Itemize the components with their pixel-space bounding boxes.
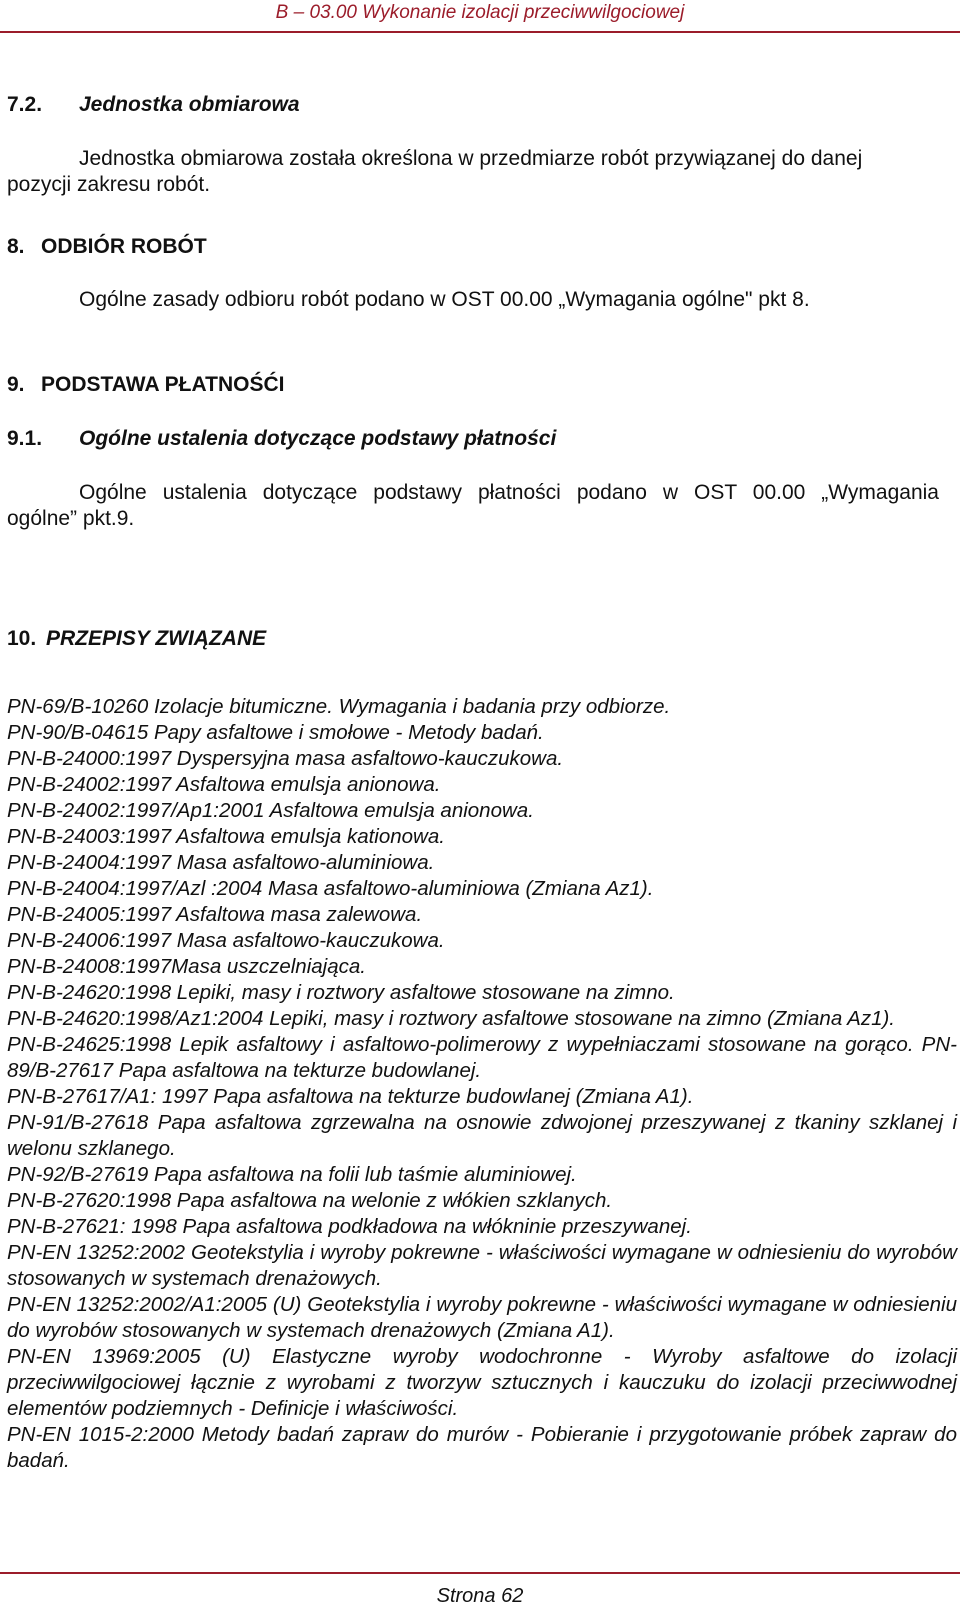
section-7-2-heading: Jednostka obmiarowa (79, 93, 300, 116)
section-8-text-line-1: Ogólne zasady odbioru robót podano w OST 00.00 „Wymagania ogólne" pkt 8. (79, 288, 810, 311)
reference-item: PN-92/B-27619 Papa asfaltowa na folii lub taśmie aluminiowej. (7, 1163, 577, 1186)
references-list (7, 694, 957, 1474)
footer-divider (0, 1572, 960, 1574)
section-9-1-number: 9.1. (7, 427, 43, 450)
reference-item: PN-B-24008:1997Masa uszczelniająca. (7, 955, 366, 978)
reference-item: PN-B-24006:1997 Masa asfaltowo-kauczukowa. (7, 929, 445, 952)
reference-item: PN-EN 13969:2005 (U) Elastyczne wyroby wodochronne - Wyroby asfaltowe do izolacji przeciwwilgociowej łącznie z wyrobami z tworzyw sztucznych i kauczuku do izolacji przeciwwodnej elementów podziemnych - Definicje i właściwości. (7, 1345, 957, 1420)
reference-item: PN-EN 1015-2:2000 Metody badań zapraw do murów - Pobieranie i przygotowanie próbek zapraw do badań. (7, 1423, 957, 1472)
reference-item: PN-B-24002:1997/Ap1:2001 Asfaltowa emulsja anionowa. (7, 799, 534, 822)
header-divider (0, 31, 960, 33)
reference-item: PN-B-24620:1998 Lepiki, masy i roztwory asfaltowe stosowane na zimno. (7, 981, 675, 1004)
reference-item: PN-B-24002:1997 Asfaltowa emulsja anionowa. (7, 773, 441, 796)
section-10-heading: PRZEPISY ZWIĄZANE (46, 627, 267, 650)
reference-item: PN-B-24620:1998/Az1:2004 Lepiki, masy i roztwory asfaltowe stosowane na zimno (Zmiana Az1). (7, 1007, 895, 1030)
section-9-1-text-line-1: Ogólne ustalenia dotyczące podstawy płatności podano w OST 00.00 „Wymagania (79, 481, 939, 504)
section-7-2-text-line-2: pozycji zakresu robót. (7, 173, 211, 196)
reference-item: PN-B-24625:1998 Lepik asfaltowy i asfaltowo-polimerowy z wypełniaczami stosowane na gorąco. PN-89/B-27617 Papa asfaltowa na tekturze budowlanej. (7, 1033, 957, 1082)
reference-item: PN-B-27620:1998 Papa asfaltowa na welonie z włókien szklanych. (7, 1189, 613, 1212)
section-7-2-number: 7.2. (7, 93, 43, 116)
section-8-number: 8. (7, 235, 25, 258)
page-number: Strona 62 (436, 1585, 524, 1607)
reference-item: PN-91/B-27618 Papa asfaltowa zgrzewalna na osnowie zdwojonej przeszywanej z tkaniny szklanej i welonu szklanego. (7, 1111, 957, 1160)
section-7-2-text-line-1: Jednostka obmiarowa została określona w przedmiarze robót przywiązanej do danej (79, 147, 863, 170)
section-9-number: 9. (7, 373, 25, 396)
reference-item: PN-EN 13252:2002 Geotekstylia i wyroby pokrewne - właściwości wymagane w odniesieniu do wyrobów stosowanych w systemach drenażowych. (7, 1241, 957, 1290)
reference-item: PN-B-24004:1997/Azl :2004 Masa asfaltowo-aluminiowa (Zmiana Az1). (7, 877, 654, 900)
page-header: B – 03.00 Wykonanie izolacji przeciwwilgociowej (275, 2, 685, 23)
reference-item: PN-B-24000:1997 Dyspersyjna masa asfaltowo-kauczukowa. (7, 747, 564, 770)
reference-item: PN-B-27617/A1: 1997 Papa asfaltowa na tekturze budowlanej (Zmiana A1). (7, 1085, 694, 1108)
reference-item: PN-69/B-10260 Izolacje bitumiczne. Wymagania i badania przy odbiorze. (7, 695, 671, 718)
section-9-1-text-line-2: ogólne” pkt.9. (7, 507, 135, 530)
reference-item: PN-EN 13252:2002/A1:2005 (U) Geotekstylia i wyroby pokrewne - właściwości wymagane w odniesieniu do wyrobów stosowanych w systemach drenażowych (Zmiana A1). (7, 1293, 957, 1342)
reference-item: PN-B-24003:1997 Asfaltowa emulsja kationowa. (7, 825, 445, 848)
reference-item: PN-B-24004:1997 Masa asfaltowo-aluminiowa. (7, 851, 435, 874)
reference-item: PN-B-27621: 1998 Papa asfaltowa podkładowa na włókninie przeszywanej. (7, 1215, 692, 1238)
section-9-1-heading: Ogólne ustalenia dotyczące podstawy płatności (79, 427, 557, 450)
section-9-heading: PODSTAWA PŁATNOŚĆI (41, 373, 285, 396)
section-8-heading: ODBIÓR ROBÓT (41, 235, 207, 258)
section-10-number: 10. (7, 627, 37, 650)
reference-item: PN-90/B-04615 Papy asfaltowe i smołowe - Metody badań. (7, 721, 544, 744)
reference-item: PN-B-24005:1997 Asfaltowa masa zalewowa. (7, 903, 423, 926)
